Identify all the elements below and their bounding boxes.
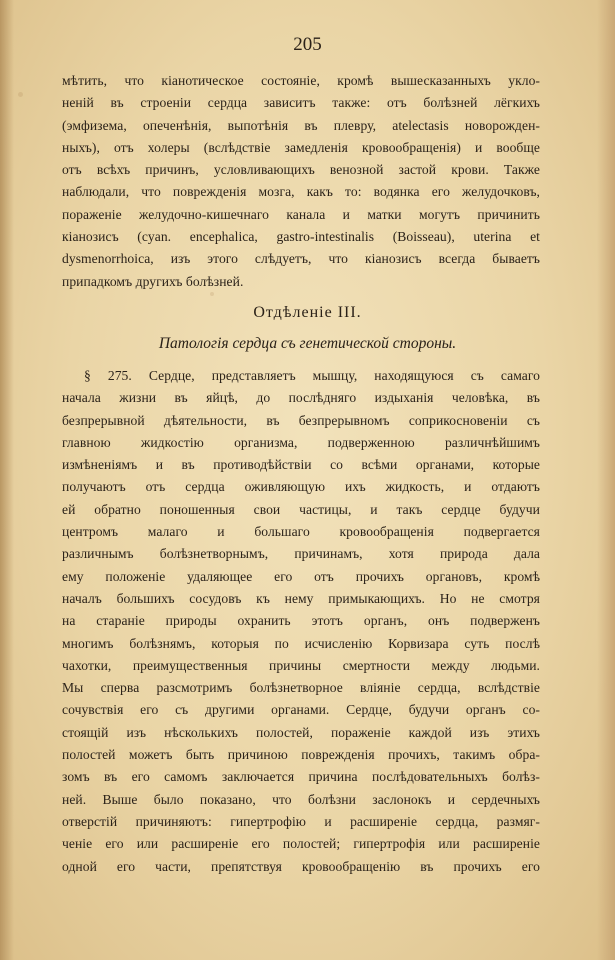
text-line: центромъ малаго и большаго кровообращенія подвергается xyxy=(62,524,540,540)
text-line: одной его части, препятствуя кровообращенію въ прочихъ его xyxy=(62,858,540,874)
page-right-edge-shadow xyxy=(597,0,615,960)
text-line: мѣтить, что кіанотическое состояніе, кромѣ вышесказанныхъ укло- xyxy=(62,73,540,88)
text-line: кіанозисъ (cyan. encephalica, gastro-intestinalis (Boisseau), uterina et xyxy=(62,229,540,245)
text-line: наблюдали, что поврежденія мозга, какъ то: водянка его желудочковъ, xyxy=(62,184,540,200)
text-line: главною жидкостію организма, подверженною различнѣйшимъ xyxy=(62,434,540,450)
text-line: припадкомъ другихъ болѣзней. xyxy=(62,273,244,289)
text-line: многимъ болѣзнямъ, которыя по исчисленію Корвизара суть послѣ xyxy=(62,635,540,651)
text-line: ей обратно поношенныя свои частицы, и такъ сердце будучи xyxy=(62,501,540,517)
text-line: стоящій изъ нѣсколькихъ полостей, пораженіе каждой изъ этихъ xyxy=(62,724,540,740)
text-line: начала жизни въ яйцѣ, до послѣдняго издыханія человѣка, въ xyxy=(62,390,540,406)
text-line: отверстій причиняютъ: гипертрофію и расширеніе сердца, размяг- xyxy=(62,813,540,829)
text-line: безпрерывной дѣятельности, въ безпрерывномъ соприкосновеніи съ xyxy=(62,412,540,428)
page-number: 205 xyxy=(293,34,322,55)
text-line: ныхъ), отъ холеры (вслѣдствіе замедленія кровообращенія) и вообще xyxy=(62,139,540,155)
text-line: (эмфизема, опеченѣнія, выпотѣнія въ плевру, atelectasis новорожден- xyxy=(62,117,540,133)
paragraph-heart-pathology xyxy=(62,365,540,878)
text-line: § 275. Сердце, представляетъ мышцу, находящуюся съ самаго xyxy=(84,368,540,383)
text-line: полостей можетъ быть причиною поврежденія прочихъ, такимъ обра- xyxy=(62,747,540,763)
page-left-edge-shadow xyxy=(0,0,14,960)
text-line: различнымъ болѣзнетворнымъ, причинамъ, хотя природа дала xyxy=(62,546,540,562)
text-line: пораженіе желудочно-кишечнаго канала и матки могутъ причинить xyxy=(62,206,540,222)
paper-speck xyxy=(18,92,23,97)
text-line: на стараніе природы охранить этотъ органъ, онъ подверженъ xyxy=(62,613,540,629)
text-line: сочувствія его съ другими органами. Сердце, будучи органъ со- xyxy=(62,702,540,718)
text-line: получаютъ отъ сердца оживляющую ихъ жидкость, и отдаютъ xyxy=(62,479,540,495)
section-heading: Отдѣленіе III. xyxy=(253,304,362,321)
section-subtitle: Патологія сердца съ генетической стороны. xyxy=(158,335,457,352)
paragraph-cyanosis-causes xyxy=(62,70,540,293)
text-line: зомъ въ его самомъ заключается причина послѣдовательныхъ болѣз- xyxy=(62,769,540,785)
text-line: dysmenorrhoica, изъ этого слѣдуетъ, что кіанозисъ всегда бываетъ xyxy=(62,251,540,267)
text-line: ченіе его или расширеніе его полостей; гипертрофія или расширеніе xyxy=(62,836,540,852)
text-line: чахотки, преимущественныя причины смертности между людьми. xyxy=(62,657,540,673)
text-line: Мы сперва разсмотримъ болѣзнетворное вліяніе сердца, вслѣдствіе xyxy=(62,680,540,696)
text-line: началъ большихъ сосудовъ къ нему примыкающихъ. Но не смотря xyxy=(62,590,540,606)
text-line: ней. Выше было показано, что болѣзни заслонокъ и сердечныхъ xyxy=(62,791,540,807)
text-line: ему положеніе удаляющее его отъ прочихъ органовъ, кромѣ xyxy=(62,568,540,584)
text-line: неній въ строеніи сердца зависитъ также: отъ болѣзней лёгкихъ xyxy=(62,95,540,111)
text-line: измѣненіямъ и въ противодѣйствіи со всѣми органами, которые xyxy=(62,457,540,473)
text-line: отъ всѣхъ причинъ, условливающихъ венозной застой крови. Также xyxy=(62,162,540,178)
